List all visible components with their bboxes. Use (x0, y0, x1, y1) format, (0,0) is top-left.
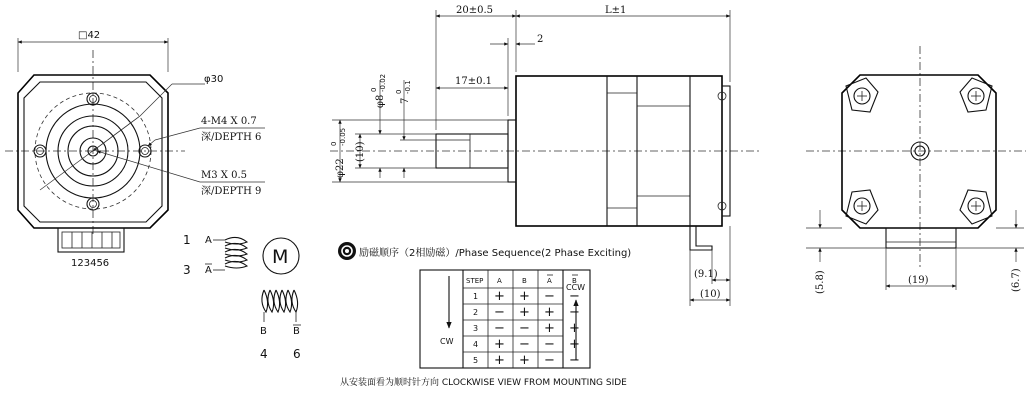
svg-text:2: 2 (473, 308, 479, 317)
coil-a-icon (225, 237, 247, 268)
connector-pin-numbers: 123456 (71, 258, 110, 269)
phase-title: 励磁顺序（2相励磁）/Phase Sequence(2 Phase Exciting) (359, 248, 632, 259)
phase-table-row (473, 321, 580, 336)
phase-header-a: A (497, 277, 502, 285)
front-view (5, 30, 265, 269)
dim-10b-label: (10) (700, 289, 721, 300)
phi30-label: φ30 (204, 74, 224, 85)
hole-m3-depth: 深/DEPTH 9 (201, 186, 262, 197)
svg-text:−: − (569, 353, 580, 368)
hole-m3-label: M3 X 0.5 (201, 170, 247, 181)
dim-5-8-label: (5.8) (815, 270, 826, 294)
phase-table-row (473, 289, 580, 304)
dim-phi22-tol-lower: -0.05 (339, 127, 347, 146)
dim-20-label: 20±0.5 (456, 5, 494, 16)
phase-header-b: B (522, 277, 527, 285)
dim-phi8-label: φ8 (375, 94, 386, 108)
dim-6-7-label: (6.7) (1011, 268, 1022, 292)
svg-text:+: + (494, 289, 505, 304)
dim-19-label: (19) (908, 275, 929, 286)
phase-table-row (473, 337, 580, 352)
phase-header-b-bar: B (572, 277, 577, 285)
svg-text:+: + (519, 289, 530, 304)
cw-label: CW (440, 337, 454, 346)
svg-text:−: − (569, 305, 580, 320)
dim-L-label: L±1 (605, 5, 627, 16)
hole-m4-label: 4-M4 X 0.7 (201, 116, 257, 127)
ccw-label: CCW (566, 283, 586, 292)
coil-b-label: B (260, 326, 267, 337)
svg-text:−: − (544, 353, 555, 368)
svg-text:1: 1 (473, 292, 479, 301)
pin-6-label: 6 (293, 347, 301, 361)
pin-1-label: 1 (183, 233, 191, 247)
dim-phi8-tol-upper: 0 (370, 87, 378, 92)
motor-letter: M (272, 246, 289, 268)
svg-text:−: − (544, 337, 555, 352)
svg-text:−: − (569, 289, 580, 304)
coil-a-label: A (205, 235, 212, 246)
svg-text:+: + (519, 353, 530, 368)
svg-text:−: − (519, 337, 530, 352)
dim-10-label: (10) (355, 141, 366, 162)
svg-text:+: + (544, 321, 555, 336)
pin-4-label: 4 (260, 347, 268, 361)
svg-text:+: + (494, 353, 505, 368)
svg-text:+: + (519, 305, 530, 320)
svg-text:+: + (569, 337, 580, 352)
dim-17-label: 17±0.1 (455, 76, 493, 87)
connector-icon (58, 228, 124, 252)
rear-view (806, 46, 1026, 294)
coil-b-icon (262, 290, 298, 312)
wiring-diagram (183, 233, 301, 361)
dim-7-label: 7 (400, 97, 411, 104)
svg-text:4: 4 (473, 340, 479, 349)
phase-table-row (473, 305, 580, 320)
svg-text:+: + (569, 321, 580, 336)
svg-text:−: − (494, 305, 505, 320)
phase-table-row (473, 353, 580, 368)
phase-header-step: STEP (466, 277, 484, 285)
dim-2-label: 2 (537, 34, 544, 45)
svg-text:−: − (544, 289, 555, 304)
phase-sequence (338, 242, 631, 368)
svg-text:−: − (494, 321, 505, 336)
dim-7-tol-lower: -0.1 (404, 80, 412, 94)
square-size-label: □42 (78, 30, 101, 41)
svg-text:+: + (544, 305, 555, 320)
side-view (330, 5, 760, 306)
dim-phi22-label: φ22 (335, 158, 346, 178)
target-icon (338, 242, 356, 260)
dim-phi22-tol-upper: 0 (330, 141, 338, 146)
coil-b-bar-label: B (293, 326, 300, 337)
dim-phi8-tol-lower: -0.02 (379, 73, 387, 92)
coil-a-bar-label: A (205, 265, 212, 276)
svg-text:−: − (519, 321, 530, 336)
svg-text:+: + (494, 337, 505, 352)
pin-3-label: 3 (183, 263, 191, 277)
svg-text:5: 5 (473, 356, 479, 365)
phase-header-a-bar: A (547, 277, 552, 285)
hole-m4-depth: 深/DEPTH 6 (201, 132, 262, 143)
dim-9-1-label: (9.1) (694, 269, 718, 280)
dim-7-tol-upper: 0 (395, 89, 403, 94)
footer-caption: 从安装面看为顺时针方向 CLOCKWISE VIEW FROM MOUNTING SIDE (340, 378, 627, 388)
svg-text:3: 3 (473, 324, 479, 333)
